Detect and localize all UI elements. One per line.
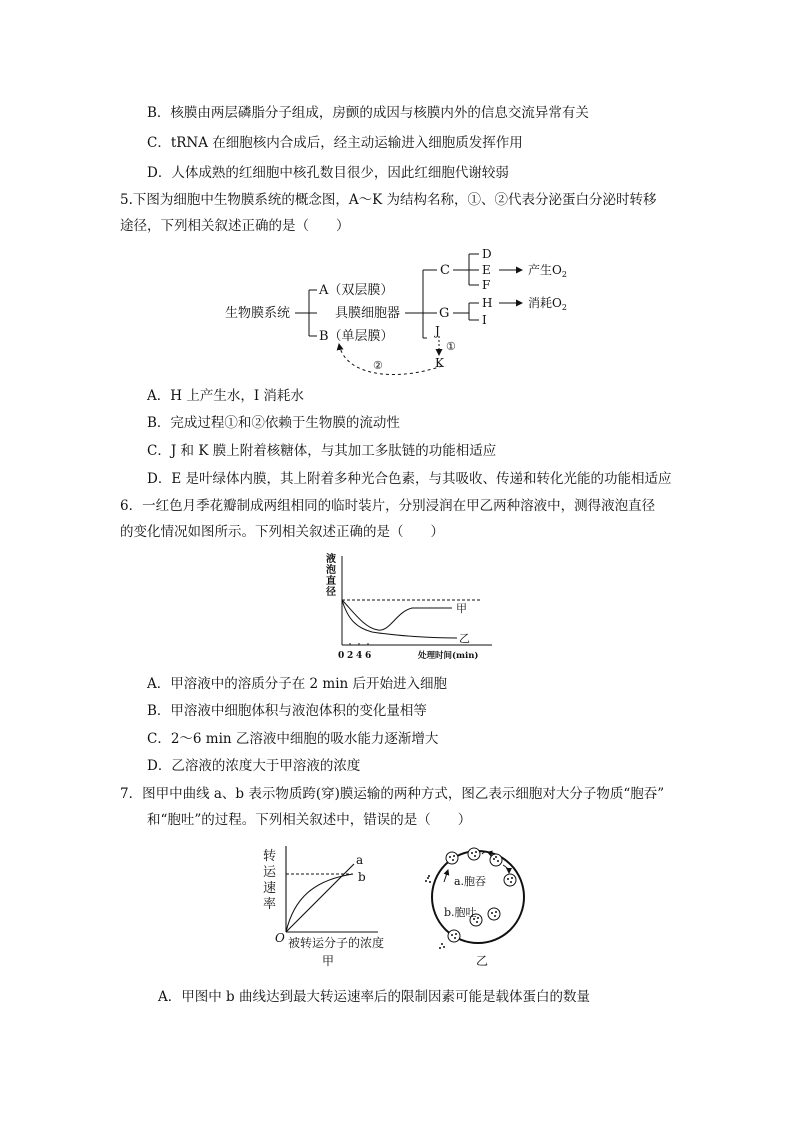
q5-stem-line1: 5.下图为细胞中生物膜系统的概念图，A～K 为结构名称，①、②代表分泌蛋白分泌时转移 <box>120 192 657 208</box>
diagram-f-label: F <box>482 278 491 292</box>
x-tick-0: 0 <box>338 651 345 661</box>
x-axis-label: 被转运分子的浓度 <box>288 936 385 950</box>
q5-stem-line2: 途径，下列相关叙述正确的是（ ） <box>120 218 350 234</box>
diagram-path2-label: ② <box>373 359 383 372</box>
y-label-3: 速 <box>263 881 277 896</box>
q5-option-c: C．J 和 K 膜上附着核糖体，与其加工多肽链的功能相适应 <box>147 443 497 459</box>
x-tick-4: 4 <box>356 651 363 661</box>
diagram-root-label: 生物膜系统 <box>225 306 291 321</box>
diagram-a-label: A（双层膜） <box>319 283 394 298</box>
diagram-path1-label: ① <box>446 340 456 353</box>
q4-option-c: C．tRNA 在细胞核内合成后，经主动运输进入细胞质发挥作用 <box>147 135 523 151</box>
diagram-h-label: H <box>482 296 493 310</box>
exocytosis-vesicle-2 <box>488 908 500 920</box>
q7-option-a: A．甲图中 b 曲线达到最大转运速率后的限制因素可能是载体蛋白的数量 <box>158 989 590 1005</box>
q6-option-d: D．乙溶液的浓度大于甲溶液的浓度 <box>147 758 361 774</box>
diagram-c-label: C <box>440 263 450 278</box>
q6-option-b: B．甲溶液中细胞体积与液泡体积的变化量相等 <box>147 703 427 719</box>
y-label-2: 运 <box>263 865 277 880</box>
diagram-k-label: K <box>435 356 444 370</box>
curve-a-label: a <box>356 853 364 867</box>
y-label-3: 直 <box>326 576 336 587</box>
exocytosis-vesicle-3 <box>448 930 460 942</box>
diagram-i-label: I <box>482 313 487 327</box>
diagram-mid-label: 具膜细胞器 <box>335 306 401 321</box>
y-label-2: 泡 <box>326 565 336 576</box>
y-label-4: 率 <box>263 897 277 912</box>
figure-yi-caption: 乙 <box>476 954 489 968</box>
x-tick-2: 2 <box>347 651 354 661</box>
membrane-concept-diagram <box>215 244 595 376</box>
x-tick-6: 6 <box>365 651 372 661</box>
curve-b-label: b <box>358 870 366 884</box>
curve-b <box>286 874 353 932</box>
series-jia-label: 甲 <box>456 602 467 615</box>
y-label-4: 径 <box>326 587 336 598</box>
origin-label: O <box>275 931 285 945</box>
q5-option-a: A．H 上产生水，I 消耗水 <box>147 388 304 404</box>
transport-rate-chart <box>258 840 398 975</box>
q6-option-c: C．2～6 min 乙溶液中细胞的吸水能力逐渐增大 <box>147 731 439 747</box>
y-label-1: 转 <box>263 849 277 864</box>
q5-option-b: B．完成过程①和②依赖于生物膜的流动性 <box>147 415 400 431</box>
diagram-d-label: D <box>482 247 492 261</box>
q7-stem-line1: 7．图甲中曲线 a、b 表示物质跨(穿)膜运输的两种方式，图乙表示细胞对大分子物质“胞吞” <box>120 786 665 802</box>
q6-stem-line2: 的变化情况如图所示。下列相关叙述正确的是（ ） <box>120 524 444 540</box>
series-yi-label: 乙 <box>459 632 470 645</box>
diagram-b-label: B（单层膜） <box>319 329 394 344</box>
diagram-consume-o2: 消耗$O_2$ <box>528 296 567 312</box>
diagram-produce-o2: 产生$O_2$ <box>528 263 567 279</box>
q6-stem-line1: 6．一红色月季花瓣制成两组相同的临时装片，分别浸润在甲乙两种溶液中，测得液泡直径 <box>120 498 656 514</box>
endocytosis-vesicle-2 <box>468 848 480 860</box>
vacuole-diameter-chart <box>322 550 502 665</box>
q7-stem-line2: 和“胞吐”的过程。下列相关叙述中，错误的是（ ） <box>147 812 472 828</box>
exocytosis-label: b.胞吐 <box>444 906 477 919</box>
q5-option-d: D．E 是叶绿体内膜，其上附着多种光合色素，与其吸收、传递和转化光能的功能相适应 <box>147 471 672 487</box>
cell-membrane <box>432 851 524 943</box>
y-label-1: 液 <box>326 554 336 565</box>
endocytosis-vesicle-4 <box>504 874 516 886</box>
q4-option-d: D．人体成熟的红细胞中核孔数目很少，因此红细胞代谢较弱 <box>147 165 509 181</box>
endocytosis-exocytosis-figure <box>418 840 538 975</box>
endocytosis-label: a.胞吞 <box>454 875 487 888</box>
endocytosis-vesicle-1 <box>446 852 458 864</box>
diagram-e-label: E <box>482 263 491 277</box>
diagram-g-label: G <box>439 306 450 321</box>
diagram-j-label: J <box>435 324 440 338</box>
endocytosis-vesicle-3 <box>490 854 502 866</box>
q6-option-a: A．甲溶液中的溶质分子在 2 min 后开始进入细胞 <box>147 676 448 692</box>
figure-jia-caption: 甲 <box>322 954 335 968</box>
q4-option-b: B．核膜由两层磷脂分子组成，房颤的成因与核膜内外的信息交流异常有关 <box>147 105 589 121</box>
x-axis-label: 处理时间(min) <box>418 651 479 661</box>
